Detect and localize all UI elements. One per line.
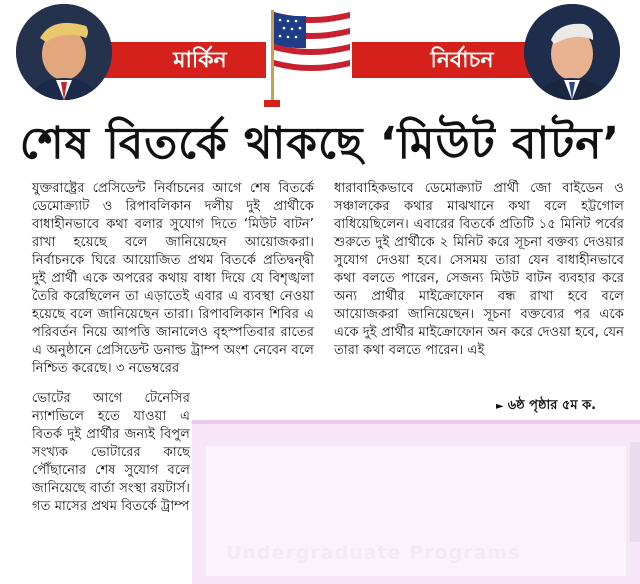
- biden-portrait: [524, 4, 620, 100]
- article-column-1: [32, 180, 314, 378]
- us-flag-icon: [270, 8, 354, 98]
- article-column-1-narrow: [32, 390, 190, 516]
- triangle-bullet-icon: ►: [496, 401, 504, 412]
- flag-stand: [264, 100, 280, 107]
- advertisement-text: Undergraduate Programs: [226, 542, 521, 564]
- article-text-col2: ধারাবাহিকভাবে ডেমোক্র্যাট প্রার্থী জো বাইডেন ও সঞ্চালকের কথার মাঝখানে কথা বলে হট্টগোল বাধিয়েছিলেন। এবারের বিতর্কে প্রতিটি ১৫ মিনিট পর্বের শুরুতে দুই প্রার্থীকে ২ মিনিট করে সূচনা বক্তব্য দেওয়ার সুযোগ দেওয়া হবে। সেসময় তারা যেন বাধাহীনভাবে কথা বলতে পারেন, সেজন্য মিউট বাটন ব্যবহার করে অন্য প্রার্থীর মাইক্রোফোন বন্ধ রাখা হবে বলে আয়োজকরা জানিয়েছেন। সূচনা বক্তব্যের পর একে একে দুই প্রার্থীর মাইক্রোফোন অন করে দেওয়া হবে, যেন তারা কথা বলতে পারেন। এই: [334, 181, 624, 358]
- headline: শেষ বিতর্কে থাকছে ‘মিউট বাটন’: [19, 118, 621, 169]
- trump-portrait: [16, 4, 112, 100]
- article-column-2: [334, 180, 624, 360]
- advertisement-box: [192, 420, 640, 584]
- banner-label-marking: মার্কিন: [173, 48, 227, 73]
- article-text-col1-narrow: ভোটের আগে টেনেসির ন্যাশভিলে হতে যাওয়া এ বিতর্ক দুই প্রার্থীর জন্যই বিপুল সংখ্যক ভোটারের কাছে পৌঁছানোর শেষ সুযোগ বলে জানিয়েছে বার্তা সংস্থা রয়টার্স। গত মাসের প্রথম বিতর্কে ট্রাম্প: [32, 391, 190, 514]
- advertisement-edge: [630, 442, 640, 542]
- election-banner: [0, 0, 640, 112]
- banner-label-election: নির্বাচন: [430, 48, 494, 73]
- article-text-col1-wide: যুক্তরাষ্ট্রের প্রেসিডেন্ট নির্বাচনের আগে শেষ বিতর্কে ডেমোক্র্যাট ও রিপাবলিকান দলীয় দুই প্রার্থীকে বাধাহীনভাবে কথা বলার সুযোগ দিতে ‘মিউট বাটন’ রাখা হয়েছে বলে জানিয়েছেন আয়োজকরা। নির্বাচনকে ঘিরে আয়োজিত প্রথম বিতর্কে প্রতিদ্বন্দ্বী দুই প্রার্থী একে অপরের কথায় বাধা দিয়ে যে বিশৃঙ্খলা তৈরি করেছিলেন তা এড়াতেই এবার এ ব্যবস্থা নেওয়া হয়েছে বলে জানিয়েছেন তারা। রিপাবলিকান শিবির এ পরিবর্তন নিয়ে আপত্তি জানালেও বৃহস্পতিবার রাতের এ অনুষ্ঠানে প্রেসিডেন্ট ডনাল্ড ট্রাম্প অংশ নেবেন বলে নিশ্চিত করেছে। ৩ নভেম্বরের: [32, 181, 314, 376]
- continued-note: [496, 396, 596, 417]
- continued-text: ৬ষ্ঠ পৃষ্ঠার ৫ম ক.: [507, 398, 597, 413]
